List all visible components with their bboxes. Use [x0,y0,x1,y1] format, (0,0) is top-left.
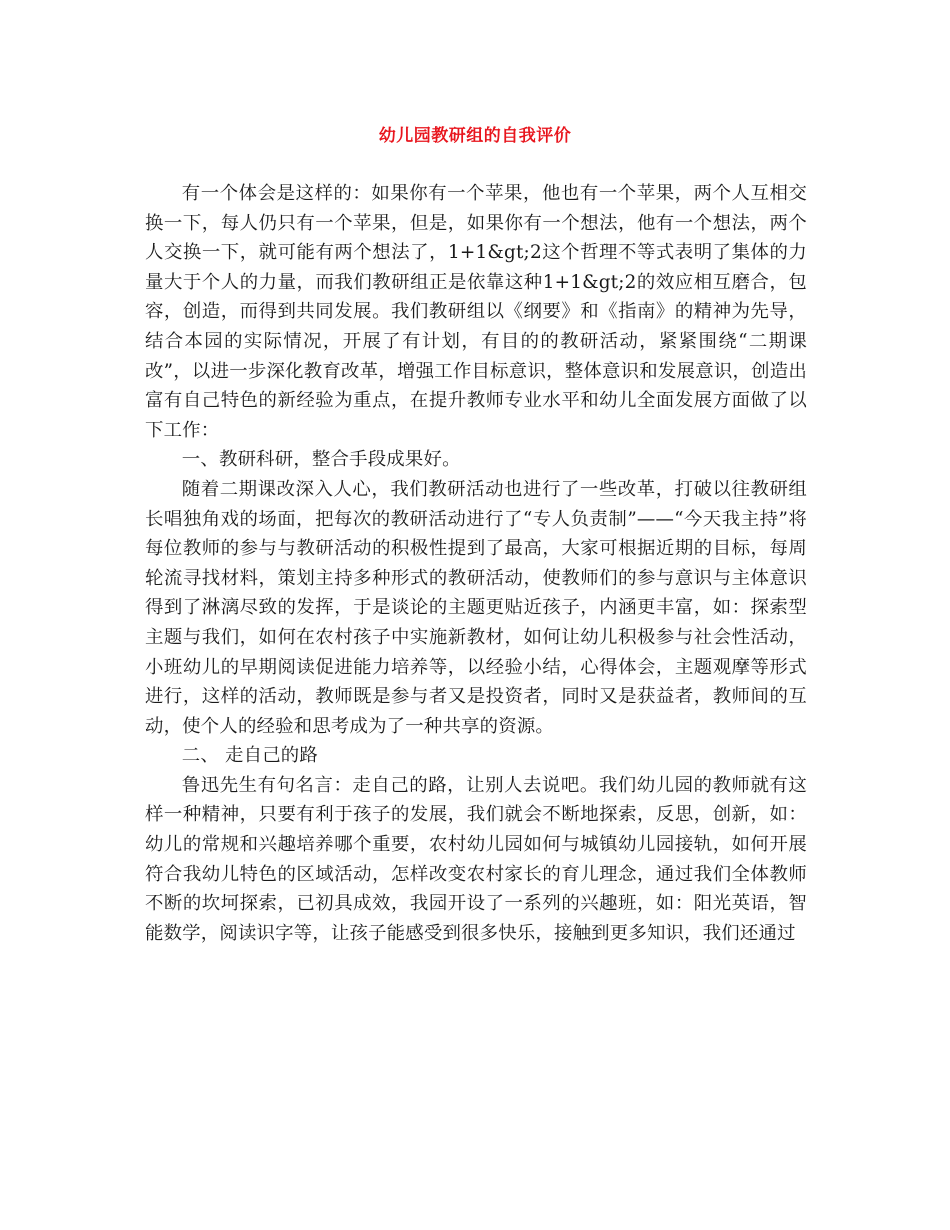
section-heading-1: 一、教研科研，整合手段成果好。 [181,449,461,471]
document-body [145,179,807,948]
document-title: 幼儿园教研组的自我评价 [378,126,572,146]
paragraph-section-2: 鲁迅先生有句名言：走自己的路，让别人去说吧。我们幼儿园的教师就有这样一种精神，只要有利于孩子的发展，我们就会不断地探索，反思，创新，如：幼儿的常规和兴趣培养哪个重要，农村幼儿园如何与城镇幼儿园接轨，如何开展符合我幼儿特色的区域活动，怎样改变农村家长的育儿理念，通过我们全体教师不断的坎坷探索，已初具成效，我园开设了一系列的兴趣班，如：阳光英语，智能数学，阅读识字等，让孩子能感受到很多快乐，接触到更多知识，我们还通过 [145,774,807,944]
section-heading-2: 二、 走自己的路 [181,745,318,767]
paragraph-intro: 有一个体会是这样的：如果你有一个苹果，他也有一个苹果，两个人互相交换一下，每人仍只有一个苹果，但是，如果你有一个想法，他有一个想法，两个人交换一下，就可能有两个想法了，1+1&gt;2这个哲理不等式表明了集体的力量大于个人的力量，而我们教研组正是依靠这种1+1&gt;2的效应相互磨合，包容，创造，而得到共同发展。我们教研组以《纲要》和《指南》的精神为先导，结合本园的实际情况，开展了有计划，有目的的教研活动，紧紧围绕“二期课改”，以进一步深化教育改革，增强工作目标意识，整体意识和发展意识，创造出富有自己特色的新经验为重点，在提升教师专业水平和幼儿全面发展方面做了以下工作： [145,183,807,441]
paragraph-section-1: 随着二期课改深入人心，我们教研活动也进行了一些改革，打破以往教研组长唱独角戏的场面，把每次的教研活动进行了“专人负责制”——“今天我主持”将每位教师的参与与教研活动的积极性提到了最高，大家可根据近期的目标，每周轮流寻找材料，策划主持多种形式的教研活动，使教师们的参与意识与主体意识得到了淋漓尽致的发挥，于是谈论的主题更贴近孩子，内涵更丰富，如：探索型主题与我们，如何在农村孩子中实施新教材，如何让幼儿积极参与社会性活动，小班幼儿的早期阅读促进能力培养等，以经验小结，心得体会，主题观摩等形式进行，这样的活动，教师既是参与者又是投资者，同时又是获益者，教师间的互动，使个人的经验和思考成为了一种共享的资源。 [145,478,807,737]
